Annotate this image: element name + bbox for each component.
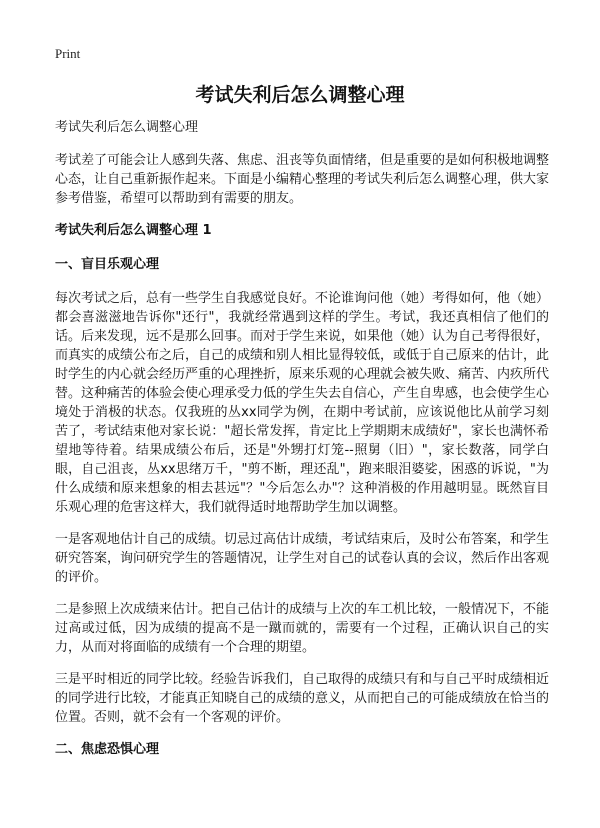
paragraph-tip-3: 三是平时相近的同学比较。经验告诉我们，自己取得的成绩只有和与自己平时成绩相近的同学进行比较，才能真正知晓自己的成绩的意义，从而把自己的可能成绩放在恰当的位置。否则，就不会有一个客观的评价。 [55,672,550,725]
paragraph-tip-1: 一是客观地估计自己的成绩。切忌过高估计成绩，考试结束后，及时公布答案，和学生研究答案，询问研究学生的答题情况，让学生对自己的试卷认真的会议，然后作出客观的评价。 [55,532,550,585]
paragraph-tip-2: 二是参照上次成绩来估计。把自己估计的成绩与上次的车工机比较，一般情况下，不能过高或过低，因为成绩的提高不是一蹴而就的，需要有一个过程，正确认识自己的实力，从而对将面临的成绩有一个合理的期望。 [55,602,550,655]
paragraph-optimism: 每次考试之后，总有一些学生自我感觉良好。不论谁询问他（她）考得如何，他（她）都会喜滋滋地告诉你"还行"，我就经常遇到这样的学生。考试，我还真相信了他们的话。后来发现，远不是那么回事。而对于学生来说，如果他（她）认为自己考得很好，而真实的成绩公布之后，自己的成绩和别人相比显得较低，或低于自己原来的估计，此时学生的内心就会经历严重的心理挫折，原来乐观的心理就会被失败、痛苦、内疚所代替。这种痛苦的体验会使心理承受力低的学生失去自信心，产生自卑感，也会使学生心境处于消极的状态。仅我班的丛xx同学为例，在期中考试前，应该说他比从前学习刻苦了，考试结束他对家长说："超长常发挥，肯定比上学期期末成绩好"，家长也满怀希望地等待着。结果成绩公布后，还是"外甥打灯笼--照舅（旧）"，家长数落，同学白眼，自己沮丧，丛xx思绪万千，"剪不断，理还乱"，跑来眼泪婆娑，困惑的诉说，"为什么成绩和原来想象的相去甚远"？"今后怎么办"？这种消极的作用越明显。既然盲目乐观心理的危害这样大，我们就得适时地帮助学生加以调整。 [55,291,550,515]
section-heading: 考试失利后怎么调整心理 1 [55,223,212,238]
part-heading-anxiety: 二、焦虑恐惧心理 [55,742,160,757]
part-heading-optimism: 一、盲目乐观心理 [55,257,160,272]
page-title: 考试失利后怎么调整心理 [195,84,405,106]
intro-paragraph: 考试差了可能会让人感到失落、焦虑、沮丧等负面情绪，但是重要的是如何积极地调整心态，让自己重新振作起来。下面是小编精心整理的考试失利后怎么调整心理，供大家参考借鉴，希望可以帮助到有需要的朋友。 [55,153,550,206]
article-body [55,118,549,774]
print-link[interactable]: Print [55,46,81,61]
article-subtitle: 考试失利后怎么调整心理 [55,120,199,135]
